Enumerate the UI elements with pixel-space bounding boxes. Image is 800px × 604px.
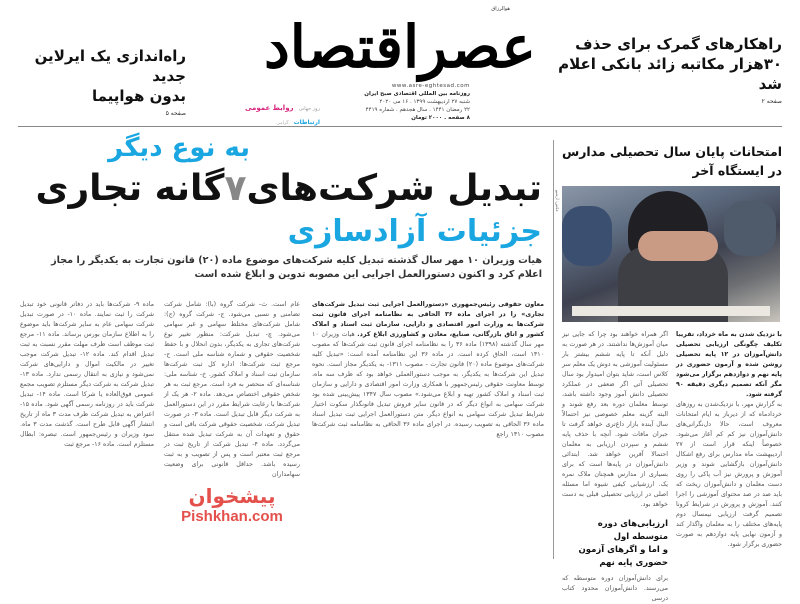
side-column-right: با نزدیک شدن به ماه خرداد، تقریبا تکلیف چگونگی ارزیابی تحصیلی دانش‌آموزان در ۱۲ پایه تحصیلی روشن شده و آزمون حضوری در پایه نهم و دوازدهم برگزار می‌شود مگر آنکه تصمیم دیگری دقیقه ۹۰ گرفته شود. به گزارش مهر، با نزدیک‌شدن به روزهای خردادماه که از دیرباز به ایام امتحانات معروف است، حالا دل‌نگرانی‌های دانش‌آموزان نیز کم کم آغاز می‌شود. خصوصاً اینکه قرار است از ۲۷ اردیبهشت ماه مدارس برای رفع اشکال دانش‌آموزان بازگشایی شوند و وزیر آموزش و پرورش نیز آب پاکی را روی دست معلمان و دانش‌آموزان ریخت که باید صد در صد محتوای آموزشی را اجرا کنند. آموزش و پرورش در شرایط کرونا تصمیم گرفت ارزیابی نیمسال دوم پایه‌های مختلف را به معلمان واگذار کند و آزمون نهایی پایه دوازدهم به صورت حضوری برگزار شود. <box>676 331 783 548</box>
website: www.asre-eghtesad.com <box>391 83 470 89</box>
masthead-meta <box>330 82 470 122</box>
tagline: روزنامه بین المللی اقتصادی صبح ایران <box>364 91 470 97</box>
pishkhan-watermark: پیشخوان Pishkhan.com <box>181 484 283 525</box>
main-subhead: جزئیات آزادسازی <box>287 214 542 249</box>
price-line: ۸ صفحه . ۲۰۰۰ تومان <box>411 115 470 121</box>
main-kicker: به نوع دیگر <box>108 133 250 163</box>
side-column-left: اگر همراه خواهند بود چرا که جایی نیز میان آموزش‌ها نداشتند. در هر صورت به دلیل آنکه تا پایه ششم بیشتر بار مسئولیت آموزشی به دوش یک معلم سر کلاس است، شاید بتوان امیدوار بود سال تحصیلی آتی اگر ضعفی در عملکرد تحصیلی دانش آموز وجود داشته باشد، توسط معلمان دوره بعد رفع شوند و البته گزینه معلم خصوصی نیز احتمالاً سال آینده بازار داغ‌تری خواهد گرفت تا جبران مافات شود. آنچه با حذف پایه ششم و سپردن ارزیابی به معلمان احتمالا آفرین خواهد شد. ابتدائی دانش‌آموزان در پایه‌ها است که برای بسیاری از مدارس همچنان ملاک نمره یک. ارزشیابی کیفی شیوه اما مسئله اصلی در ارزیابی تحصیلی قبلی به دست خواهد بود. ارزیابی‌های دوره متوسطه اول و اما و اگرهای آزمون حضوری پایه نهم برای دانش‌آموزان دوره متوسطه که می‌رسند. دانش‌آموزان محدود کتاب درسی <box>562 331 668 602</box>
teaser-right[interactable] <box>548 34 782 105</box>
date-line: شنبه ۲۷ اردیبهشت ۱۳۹۹ . ۱۶ می ۲۰۲۰ <box>379 99 470 105</box>
side-headline[interactable]: امتحانات پایان سال تحصیلی مدارس در ایستگاه آخر <box>561 144 782 178</box>
main-column-1: معاون حقوقی رئیس‌جمهوری «دستورالعمل اجرایی ثبت تبدیل شرکت‌های تجاری» را در اجرای ماده ۳۶ الحاقی به نظامنامه اجرای قانون ثبت شرکت‌ها به وزارت امور اقتصادی و دارایی، سازمان ثبت اسناد و املاک کشور و اتاق بازرگانی، صنایع، معادن و کشاورزی ابلاغ کرد. هیات وزیران ۱۰ مهر سال گذشته (۱۳۹۸) ماده ۳۶ را به نظامنامه اجرای قانون ثبت شرکت‌ها که مصوب ۱۳۱۰ است، الحاق کرده است. در ماده ۳۶ این نظامنامه آمده است: «تبدیل کلیه شرکت‌های موضوع ماده (۲۰) قانون تجارت - مصوب ۱۳۱۱- به یکدیگر مجاز است. نحوه تبدیل این شرکت‌ها به یکدیگر، به موجب دستورالعملی خواهد بود که ظرف سه ماه، توسط معاونت حقوقی رئیس‌جمهور با همکاری وزارت امور اقتصادی و دارایی و سازمان ثبت اسناد و املاک کشور تهیه و ابلاغ می‌شود.» مصوب سال ۱۳۴۷ پیش‌بینی شده بود شرکت سهامی به انواع دیگر که در قانون سایر فروش تبدیل قانونگذار سکوت اختیار شرایط تبدیل شرکت سهامی به انواع دیگر. متن دستورالعمل اجرایی ثبت تبدیل اسناد ماده ۳۶ الحاقی به تصویب رسیده. در اجرای ماده ۳۶ الحاقی به نظامنامه ثبت شرکت‌ها مصوب ۱۳۱۰ راجع <box>312 301 545 438</box>
newspaper-logo: عصراقتصاد <box>263 13 537 81</box>
main-column-3: ماده ۹- شرکت‌ها باید در دفاتر قانونی خود تبدیل شرکت را ثبت نمایند. ماده ۱۰- در صورت تبدیل شرکت سهامی عام به سایر شرکت‌ها باید موضوع را به اطلاع سازمان بورس برساند. ماده ۱۱- مرجع ثبت موظف است ظرف مهلت مقرر نسبت به ثبت تبدیل اقدام کند. ماده ۱۲- تبدیل شرکت موجب تغییر در مالکیت اموال و دارایی‌های شرکت نمی‌شود و نیازی به انتقال رسمی ندارد. ماده ۱۳- تبدیل شرکت به شرکت دیگر مستلزم تصویب مجمع عمومی فوق‌العاده یا شرکا است. ماده ۱۴- تبدیل شرکت باید در روزنامه رسمی آگهی شود. ماده ۱۵- اعتراض به تبدیل شرکت ظرف مدت ۳ ماه از تاریخ انتشار آگهی قابل طرح است. گذشت مدت ۳ ماه. سود وزیران و رئیس‌جمهور است. تبصره: ابطال مستلزم است. ماده ۱۶- مرجع ثبت <box>20 301 154 448</box>
column-divider <box>553 140 554 559</box>
teaser-right-page: صفحه ۲ <box>761 98 782 105</box>
pr-day-badge: روز جهانی روابط عمومی ارتباطات گرامی <box>244 104 320 126</box>
teaser-left-page: صفحه ۵ <box>165 110 186 117</box>
main-lead: هیات وزیران ۱۰ مهر سال گذشته تبدیل کلیه شرکت‌های موضوع ماده (۲۰) قانون تجارت به یکدیگر را مجاز اعلام کرد و اکنون دستورالعمل اجرایی این مصوبه تدوین و ابلاغ شده است <box>51 255 542 280</box>
masthead-small-text: هوالرزاق <box>491 6 510 12</box>
teaser-left-line1: راه‌اندازی یک ایرلاین جدید <box>34 47 186 85</box>
side-subhead: ارزیابی‌های دوره متوسطه اول و اما و اگرهای آزمون حضوری پایه نهم <box>578 519 668 568</box>
main-column-2: عام است. ث- شرکت گروه (با): شامل شرکت تضامنی و نسبی می‌شود. ج- شرکت گروه (ج): شامل شرکت‌های مختلط سهامی و غیر سهامی می‌شود. چ- تبدیل شرکت: منظور تغییر نوع شرکت‌های تجاری به یکدیگر، بدون انحلال و با حفظ شخصیت حقوقی و شماره شناسه ملی است. ح- مرجع ثبت شرکت‌ها: اداره کل ثبت شرکت‌ها سازمان ثبت اسناد و املاک کشور. خ- شناسه ملی: شناسه‌ای که منحصر به فرد است. مرجع ثبت به هر شخص حقوقی اختصاص می‌دهد. ماده ۲- هر یک از شرکت‌ها با رعایت شرایط مقرر در این دستورالعمل به شرکت دیگر قابل تبدیل است. ماده ۳- در صورت تبدیل شرکت، شخصیت حقوقی شرکت باقی است و حقوق و تعهدات آن به شرکت تبدیل شده منتقل می‌گردد. ماده ۴- تبدیل شرکت از تاریخ ثبت در مرجع ثبت معتبر است و پس از تصویب و به ثبت رسیده باشد. حداقل قانونی برای وضعیت سهامداران <box>164 301 300 478</box>
teaser-right-line1: راهکارهای گمرک برای حذف <box>575 35 782 53</box>
teaser-left-line2: بدون هواپیما <box>91 87 186 105</box>
exam-student-photo <box>562 186 780 322</box>
main-headline[interactable]: تبدیل شرکت‌های۷گانه تجاری <box>35 168 542 209</box>
issue-line: ۲۲ رمضان ۱۴۴۱ . سال هجدهم . شماره ۴۴۱۹ <box>365 107 470 113</box>
masthead-divider <box>18 126 782 127</box>
main-column-2-wrap <box>164 300 300 526</box>
photo-credit: عکس: آرشیو <box>555 190 560 212</box>
teaser-right-line2: ۳۰هزار مکاتبه زائد بانکی اعلام شد <box>558 55 782 93</box>
teaser-left[interactable] <box>14 46 186 117</box>
